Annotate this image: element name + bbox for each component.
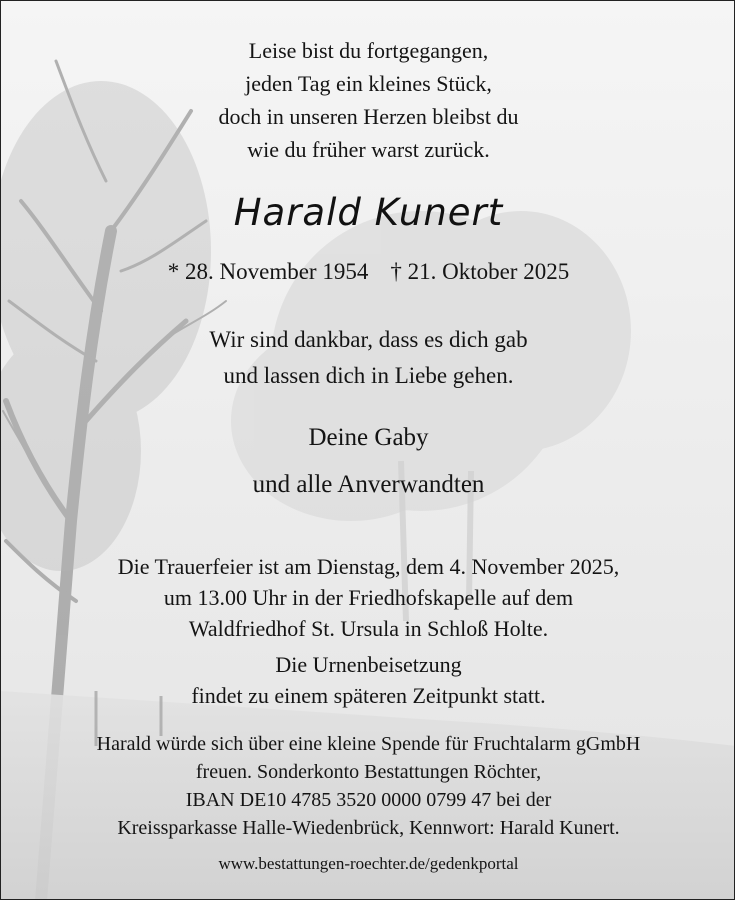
poem-line: doch in unseren Herzen bleibst du xyxy=(218,104,519,129)
donation-line: IBAN DE10 4785 3520 0000 0799 47 bei der xyxy=(185,789,552,811)
poem-line: wie du früher warst zurück. xyxy=(247,137,490,162)
urn-line: findet zu einem späteren Zeitpunkt statt. xyxy=(191,683,546,708)
donation-line: freuen. Sonderkonto Bestattungen Röchter, xyxy=(195,761,542,783)
memorial-website: www.bestattungen-roechter.de/gedenkportal xyxy=(218,854,519,873)
donation-line: Kreissparkasse Halle-Wiedenbrück, Kennwort: Harald Kunert. xyxy=(117,817,620,839)
mourner-line: und alle Anverwandten xyxy=(252,471,485,498)
death-date: † 21. Oktober 2025 xyxy=(390,259,570,284)
notice-text xyxy=(1,1,735,900)
poem-line: Leise bist du fortgegangen, xyxy=(248,38,489,63)
funeral-line: um 13.00 Uhr in der Friedhofskapelle auf dem xyxy=(163,585,574,610)
deceased-name: Harald Kunert xyxy=(233,191,504,234)
poem-line: jeden Tag ein kleines Stück, xyxy=(245,71,492,96)
mourner-line: Deine Gaby xyxy=(308,424,429,451)
urn-line: Die Urnenbeisetzung xyxy=(275,652,462,677)
funeral-line: Die Trauerfeier ist am Dienstag, dem 4. November 2025, xyxy=(117,554,620,579)
thanks-line: Wir sind dankbar, dass es dich gab xyxy=(209,327,528,352)
life-dates xyxy=(1,259,735,285)
donation-line: Harald würde sich über eine kleine Spende für Fruchtalarm gGmbH xyxy=(96,733,641,755)
birth-date: * 28. November 1954 xyxy=(167,259,369,284)
funeral-line: Waldfriedhof St. Ursula in Schloß Holte. xyxy=(188,616,549,641)
thanks-line: und lassen dich in Liebe gehen. xyxy=(223,363,514,388)
